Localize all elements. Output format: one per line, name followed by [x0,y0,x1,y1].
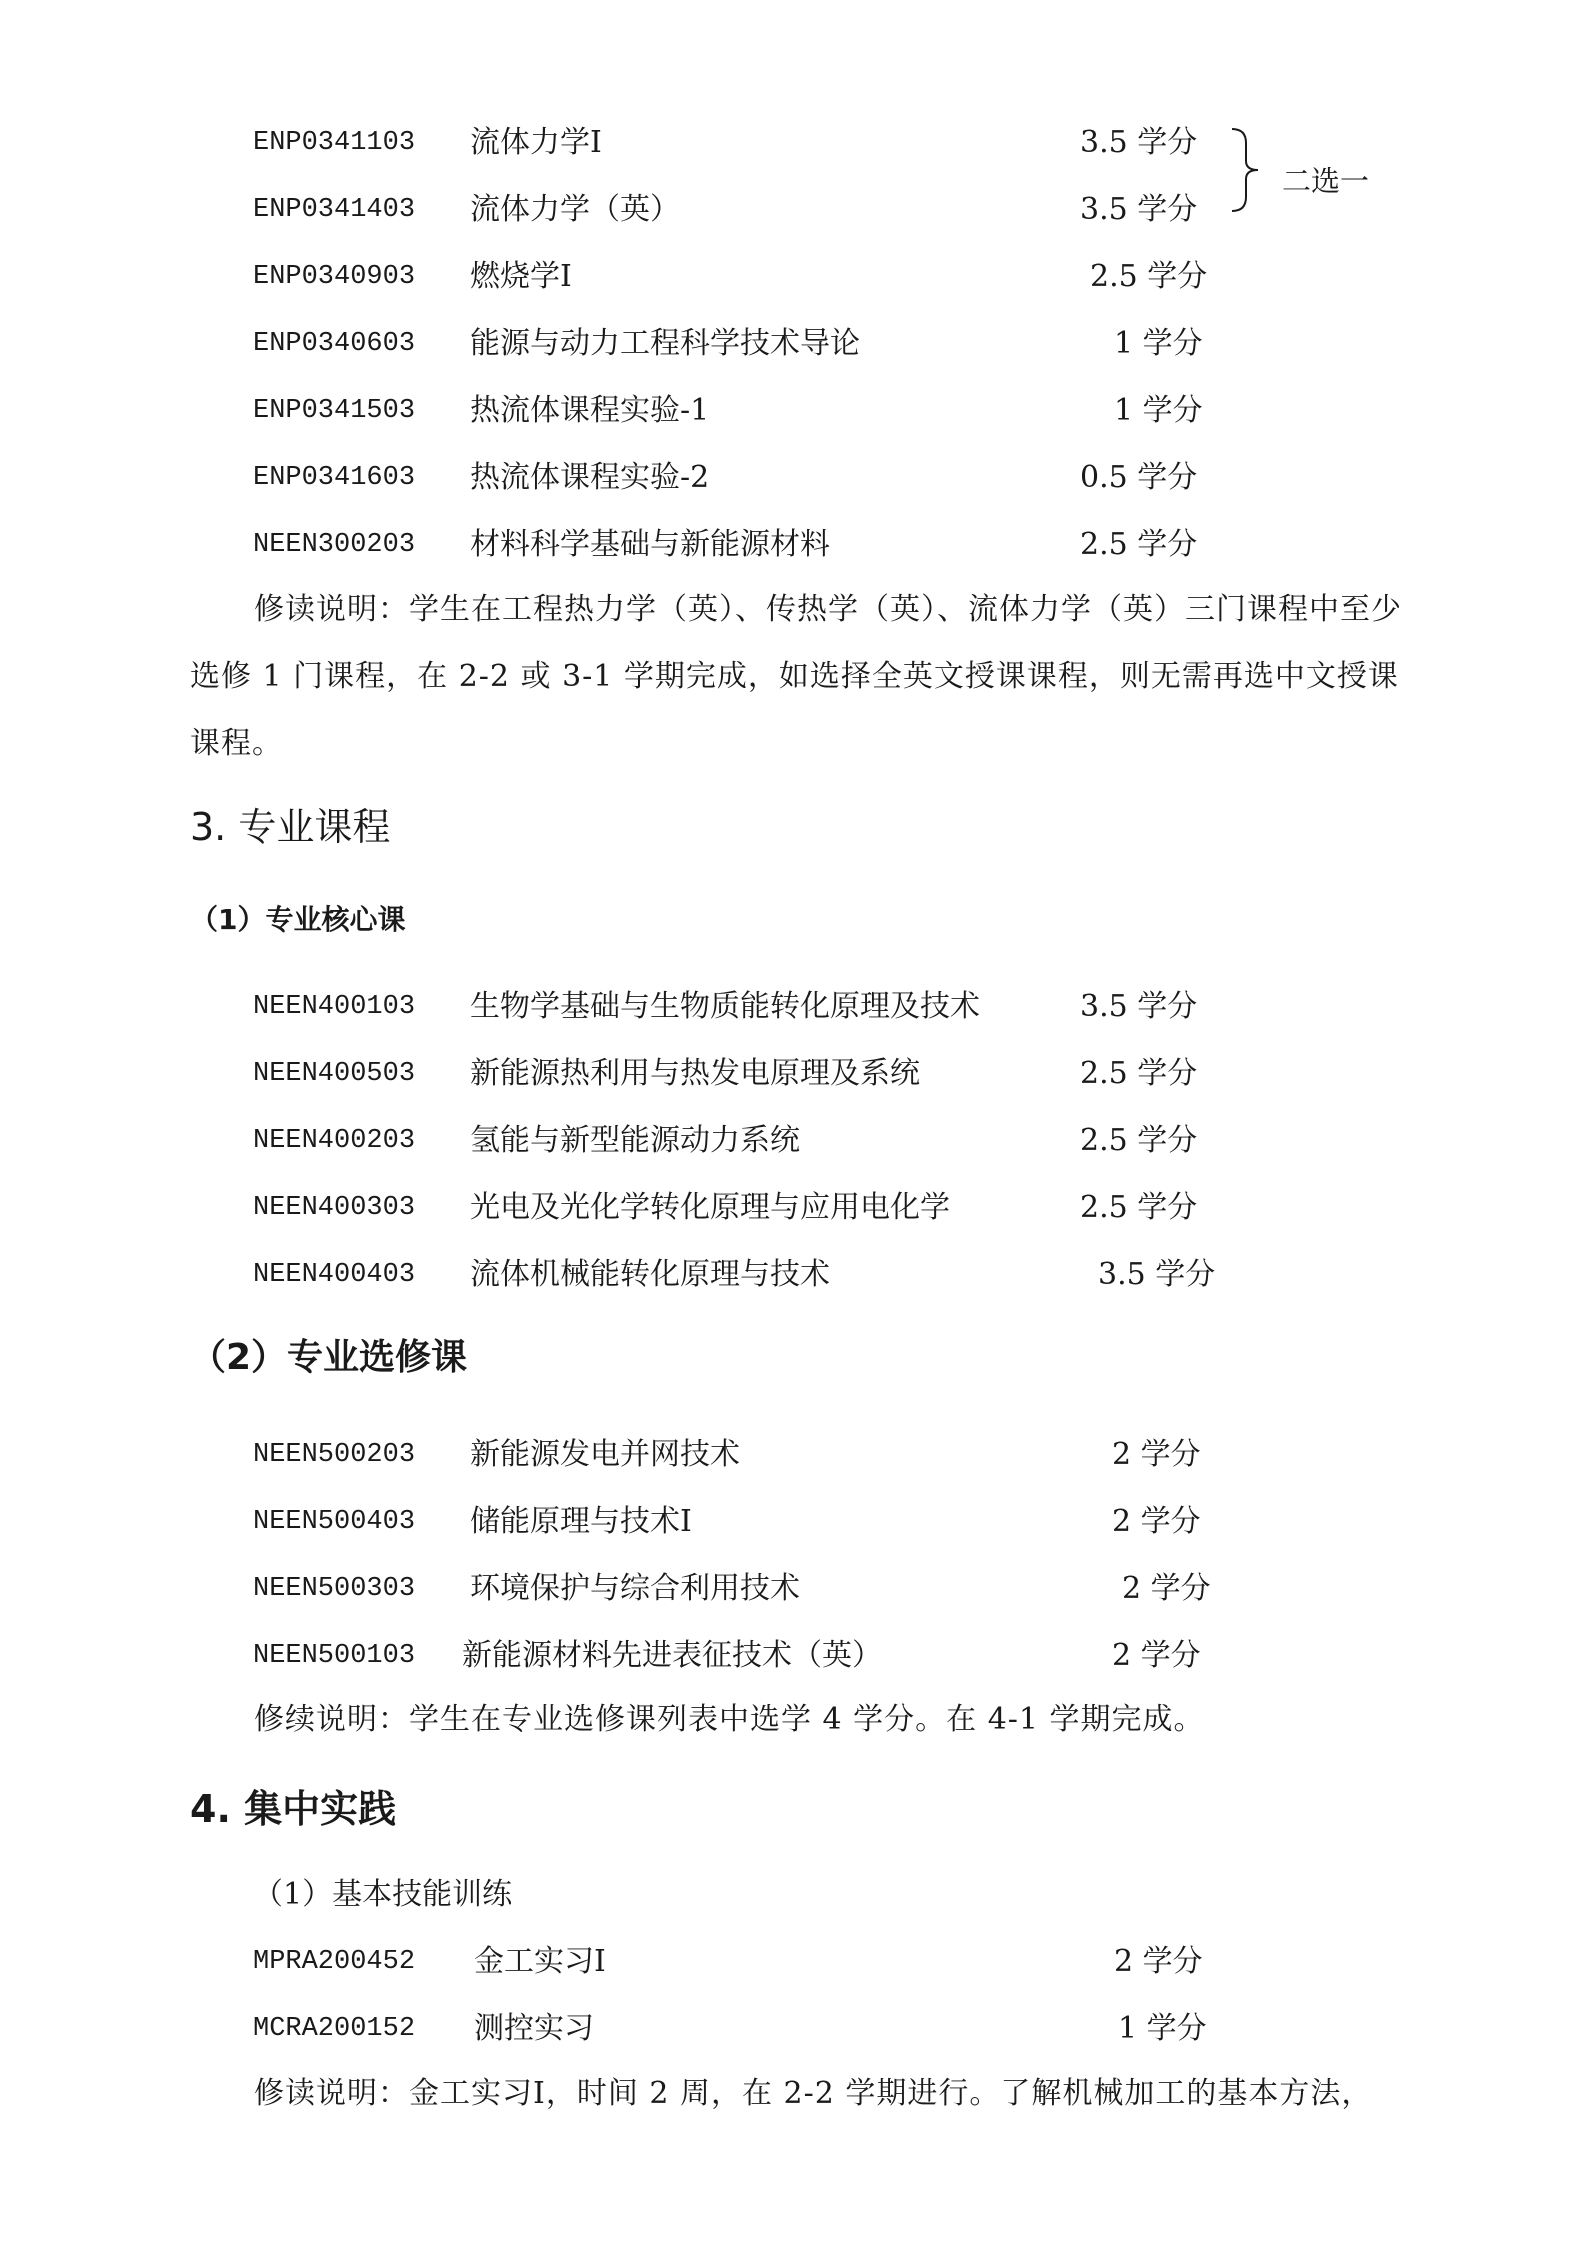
course-name: 材料科学基础与新能源材料 [470,527,830,562]
course-name: 光电及光化学转化原理与应用电化学 [470,1190,950,1225]
course-code: ENP0341503 [253,396,416,426]
course-name: 环境保护与综合利用技术 [470,1571,800,1606]
course-credit: 2.5 学分 [1080,1123,1198,1158]
course-code: NEEN400103 [253,992,416,1022]
course-credit: 2 学分 [1122,1571,1211,1606]
course-credit: 2 学分 [1112,1638,1201,1673]
course-name: 新能源材料先进表征技术（英） [462,1638,882,1673]
course-code: NEEN300203 [253,530,416,560]
course-name: 能源与动力工程科学技术导论 [470,326,860,361]
course-credit: 2.5 学分 [1090,259,1208,294]
section-heading: 4. 集中实践 [190,1787,397,1831]
course-code: NEEN400203 [253,1126,416,1156]
course-credit: 2 学分 [1112,1437,1201,1472]
course-credit: 2.5 学分 [1080,1190,1198,1225]
course-name: 氢能与新型能源动力系统 [470,1123,800,1158]
course-credit: 3.5 学分 [1080,192,1198,227]
course-code: ENP0340903 [253,262,416,292]
course-name: 燃烧学Ⅰ [470,259,572,294]
course-code: MPRA200452 [253,1947,416,1977]
choose-one-label: 二选一 [1282,164,1370,198]
course-code: ENP0340603 [253,329,416,359]
course-code: ENP0341603 [253,463,416,493]
course-code: MCRA200152 [253,2014,416,2044]
course-name: 新能源发电并网技术 [470,1437,740,1472]
course-credit: 3.5 学分 [1098,1257,1216,1292]
course-name: 储能原理与技术Ⅰ [470,1504,692,1539]
subsection-heading: （1）基本技能训练 [253,1877,513,1912]
course-name: 流体机械能转化原理与技术 [470,1257,830,1292]
choose-one-brace-icon [1228,125,1268,215]
subsection-heading: （1）专业核心课 [190,903,406,936]
course-code: NEEN400503 [253,1059,416,1089]
course-credit: 3.5 学分 [1080,989,1198,1024]
subsection-heading: （2）专业选修课 [190,1337,468,1378]
course-credit: 3.5 学分 [1080,125,1198,160]
course-name: 热流体课程实验-1 [470,393,710,428]
course-credit: 2.5 学分 [1080,1056,1198,1091]
course-credit: 2.5 学分 [1080,527,1198,562]
course-credit: 2 学分 [1114,1944,1203,1979]
course-code: NEEN500103 [253,1641,416,1671]
section-heading: 3. 专业课程 [190,805,391,849]
course-code: ENP0341103 [253,128,416,158]
course-credit: 0.5 学分 [1080,460,1198,495]
course-name: 生物学基础与生物质能转化原理及技术 [470,989,980,1024]
study-note: 修读说明：学生在工程热力学（英）、传热学（英）、流体力学（英）三门课程中至少选修 1 门课程，在 2-2 或 3-1 学期完成，如选择全英文授课课程，则无需再选中文授课课程。 [190,592,1402,761]
course-code: ENP0341403 [253,195,416,225]
course-code: NEEN400403 [253,1260,416,1290]
course-name: 新能源热利用与热发电原理及系统 [470,1056,920,1091]
course-code: NEEN400303 [253,1193,416,1223]
course-credit: 1 学分 [1118,2011,1207,2046]
course-name: 热流体课程实验-2 [470,460,710,495]
course-credit: 2 学分 [1112,1504,1201,1539]
course-code: NEEN500203 [253,1440,416,1470]
study-note: 修读说明：金工实习Ⅰ，时间 2 周，在 2-2 学期进行。了解机械加工的基本方法， [254,2076,1373,2111]
course-name: 金工实习Ⅰ [474,1944,606,1979]
course-name: 流体力学（英） [470,192,680,227]
course-credit: 1 学分 [1114,326,1203,361]
course-code: NEEN500403 [253,1507,416,1537]
course-credit: 1 学分 [1114,393,1203,428]
course-name: 测控实习 [474,2011,594,2046]
course-code: NEEN500303 [253,1574,416,1604]
study-note: 修续说明：学生在专业选修课列表中选学 4 学分。在 4-1 学期完成。 [254,1702,1205,1737]
course-name: 流体力学Ⅰ [470,125,602,160]
